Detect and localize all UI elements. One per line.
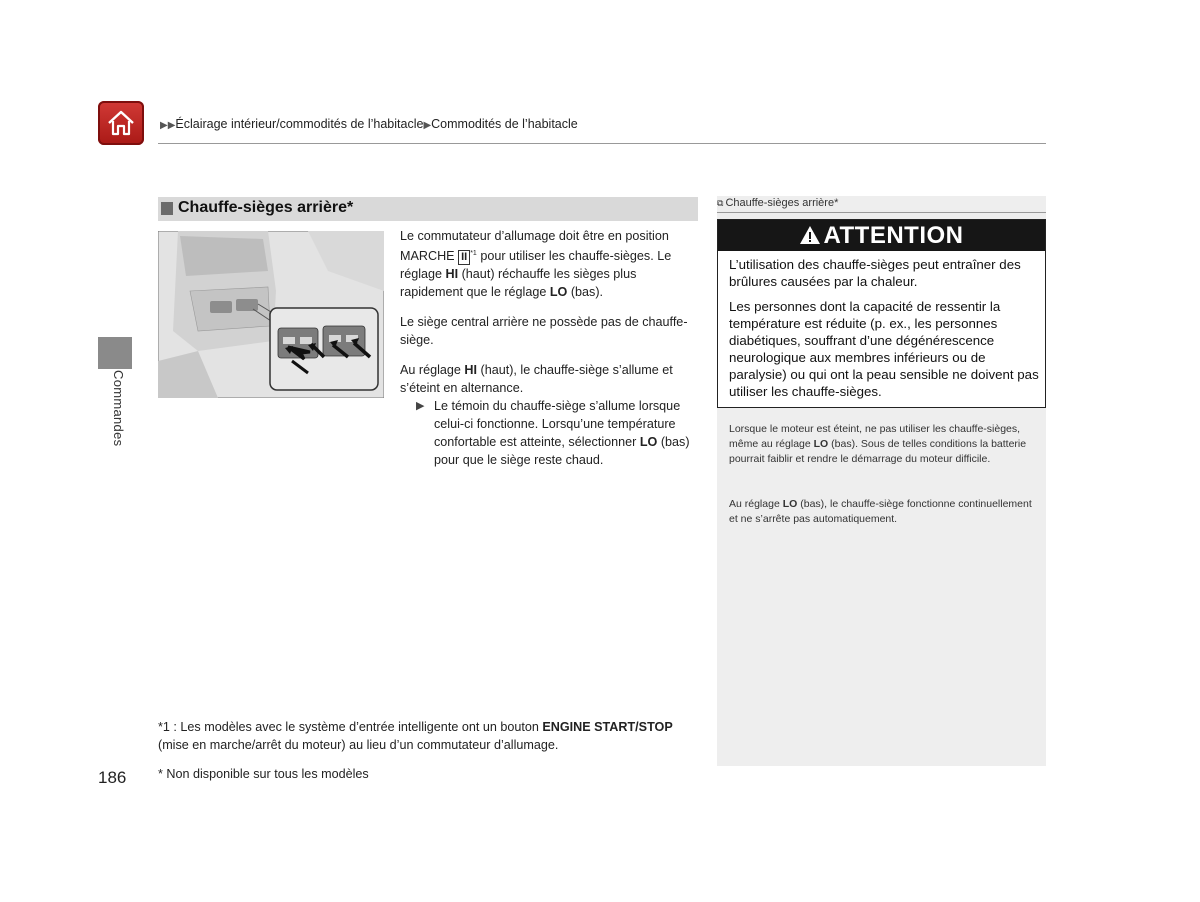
footnote-availability: * Non disponible sur tous les modèles [158, 767, 369, 781]
rear-seat-heater-illustration [158, 231, 384, 398]
text: *1 : Les modèles avec le système d’entrée intelligente ont un bouton [158, 720, 543, 734]
sidebar-heading-text: Chauffe-sièges arrière* [725, 197, 839, 209]
section-marker [161, 202, 173, 215]
warning-text-burns: L’utilisation des chauffe-sièges peut entraîner des brûlures causées par la chaleur. [729, 257, 1021, 289]
text: (mise en marche/arrêt du moteur) au lieu d’un commutateur d’allumage. [158, 738, 559, 752]
text: Au réglage [729, 498, 783, 510]
breadcrumb-link-comforts[interactable]: Commodités de l’habitacle [431, 117, 578, 131]
section-heading-bar [158, 197, 698, 221]
chapter-tab[interactable] [98, 337, 132, 369]
chapter-label: Commandes [111, 370, 126, 447]
breadcrumb [160, 117, 578, 131]
text: (haut) réchauffe les sièges plus rapidement que le réglage [400, 267, 637, 300]
sidebar-heading [717, 196, 1046, 209]
attention-header [718, 220, 1045, 251]
setting-lo: LO [549, 285, 568, 300]
page-number: 186 [98, 768, 127, 787]
text: Lorsque le moteur est éteint, ne pas utiliser les chauffe-sièges, même au réglage [729, 423, 1021, 450]
note-engine-off [729, 422, 1039, 467]
paragraph-hi-setting [400, 361, 700, 397]
setting-hi: HI [464, 363, 478, 377]
text: (bas), le chauffe-siège fonctionne continuellement et ne s’arrête pas automatiquement. [729, 498, 1032, 525]
text: pour utiliser les chauffe-sièges. Le réglage [400, 249, 672, 282]
setting-lo: LO [782, 498, 798, 510]
text: Le témoin du chauffe-siège s’allume lorsque celui-ci fonctionne. Lorsqu’une température confortable est atteinte, sélectionner [434, 399, 681, 449]
home-icon [106, 108, 136, 138]
attention-title: ATTENTION [823, 222, 964, 249]
paragraph-indicator [416, 397, 701, 469]
paragraph-center-seat: Le siège central arrière ne possède pas de chauffe-siège. [400, 315, 688, 347]
breadcrumb-arrow-icon: ▶▶ [160, 120, 176, 131]
warning-text-sensitive: Les personnes dont la capacité de ressentir la température est réduite (p. ex., les personnes diabétiques, souffrant d’une dégénérescence neurologique aux membres inférieurs ou de paralysie) ou qui ont la peau sensible ne doivent pas utiliser les chauffe-sièges. [729, 299, 1039, 399]
footnote-ref: *1 [470, 250, 477, 257]
text: Au réglage [400, 363, 465, 377]
footnote-1 [158, 718, 703, 754]
setting-lo: LO [639, 435, 658, 449]
note-lo-setting [729, 497, 1039, 527]
breadcrumb-link-lighting[interactable]: Éclairage intérieur/commodités de l’habitacle [175, 117, 424, 131]
text: (bas). [567, 285, 604, 300]
attention-box [717, 219, 1046, 408]
text: (bas) pour que le siège reste chaud. [434, 435, 690, 467]
bullet-arrow-icon: ▶ [416, 400, 425, 412]
home-button[interactable] [98, 101, 144, 145]
setting-lo: LO [813, 438, 829, 450]
breadcrumb-arrow-icon: ▶ [423, 120, 432, 131]
setting-hi: HI [445, 267, 459, 282]
engine-start-stop-label: ENGINE START/STOP [542, 720, 673, 734]
cross-reference-icon: ⧉ [717, 198, 724, 208]
header-divider [158, 143, 1046, 144]
paragraph-ignition [400, 227, 700, 301]
sidebar-panel [717, 196, 1046, 766]
text: Le commutateur d’allumage doit être en position MARCHE [400, 229, 669, 264]
ignition-position-label: II [458, 250, 470, 265]
warning-triangle-icon [799, 225, 821, 245]
text: (bas). Sous de telles conditions la batterie pourrait faiblir et rendre le démarrage du moteur difficile. [729, 438, 1027, 465]
sidebar-divider [717, 212, 1046, 213]
text: (haut), le chauffe-siège s’allume et s’éteint en alternance. [400, 363, 673, 395]
section-title: Chauffe-sièges arrière* [178, 199, 354, 216]
